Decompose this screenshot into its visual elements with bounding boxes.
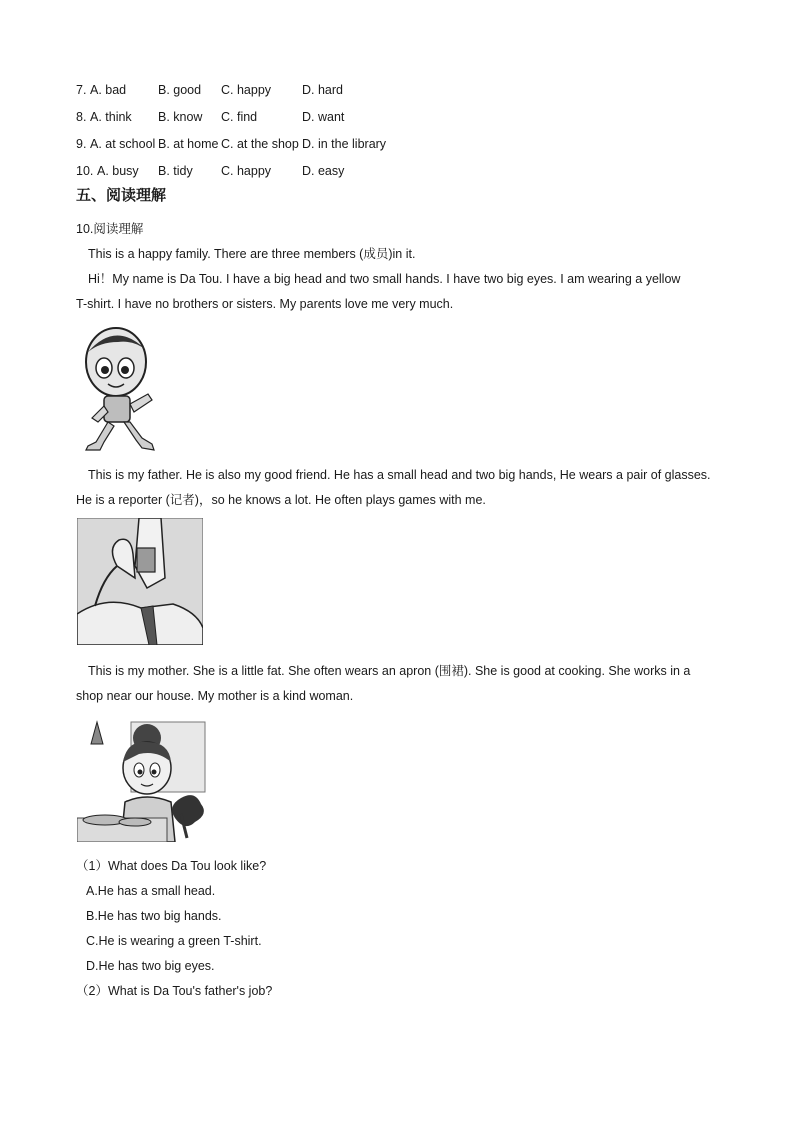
passage-intro: This is a happy family. There are three members (成员)in it. (88, 247, 416, 261)
question-2-stem: （2）What is Da Tou's father's job? (76, 984, 273, 998)
father-illustration (77, 518, 203, 645)
question-label: 10.阅读理解 (76, 222, 144, 236)
option-a: A. think (90, 110, 132, 124)
option-number: 10. (76, 164, 94, 178)
option-b: B. good (158, 83, 202, 97)
option-number: 9. (76, 137, 87, 151)
option-a: A. at school (90, 137, 156, 151)
option-b: B. know (158, 110, 203, 124)
option-d: D. want (302, 110, 345, 124)
option-number: 8. (76, 110, 87, 124)
option-d: D. easy (302, 164, 345, 178)
question-1-option-b: B.He has two big hands. (86, 909, 222, 923)
passage-p2-line1: This is my father. He is also my good friend. He has a small head and two big hands, He wears a pair of glasses. (88, 468, 711, 482)
option-c: C. find (221, 110, 258, 124)
option-c: C. at the shop (221, 137, 299, 151)
question-1-option-a: A.He has a small head. (86, 884, 216, 898)
passage-p2-line2: He is a reporter (记者)，so he knows a lot. He often plays games with me. (76, 493, 486, 507)
passage-p3-line2: shop near our house. My mother is a kind woman. (76, 689, 354, 703)
passage-p1-line1: Hi！My name is Da Tou. I have a big head and two small hands. I have two big eyes. I am wearing a yellow (88, 272, 681, 286)
option-d: D. in the library (302, 137, 387, 151)
option-a: A. bad (90, 83, 127, 97)
option-c: C. happy (221, 83, 272, 97)
question-1-option-d: D.He has two big eyes. (86, 959, 215, 973)
option-c: C. happy (221, 164, 272, 178)
question-1-stem: （1）What does Da Tou look like? (76, 859, 267, 873)
option-b: B. tidy (158, 164, 193, 178)
option-b: B. at home (158, 137, 219, 151)
option-number: 7. (76, 83, 87, 97)
passage-p1-line2: T-shirt. I have no brothers or sisters. My parents love me very much. (76, 297, 454, 311)
da-tou-illustration (78, 322, 162, 454)
passage-p3-line1: This is my mother. She is a little fat. She often wears an apron (围裙). She is good at cooking. She works in a (88, 664, 691, 678)
option-a: A. busy (97, 164, 139, 178)
option-d: D. hard (302, 83, 343, 97)
question-1-option-c: C.He is wearing a green T-shirt. (86, 934, 262, 948)
section-title: 五、阅读理解 (76, 187, 167, 204)
mother-illustration (77, 718, 209, 842)
